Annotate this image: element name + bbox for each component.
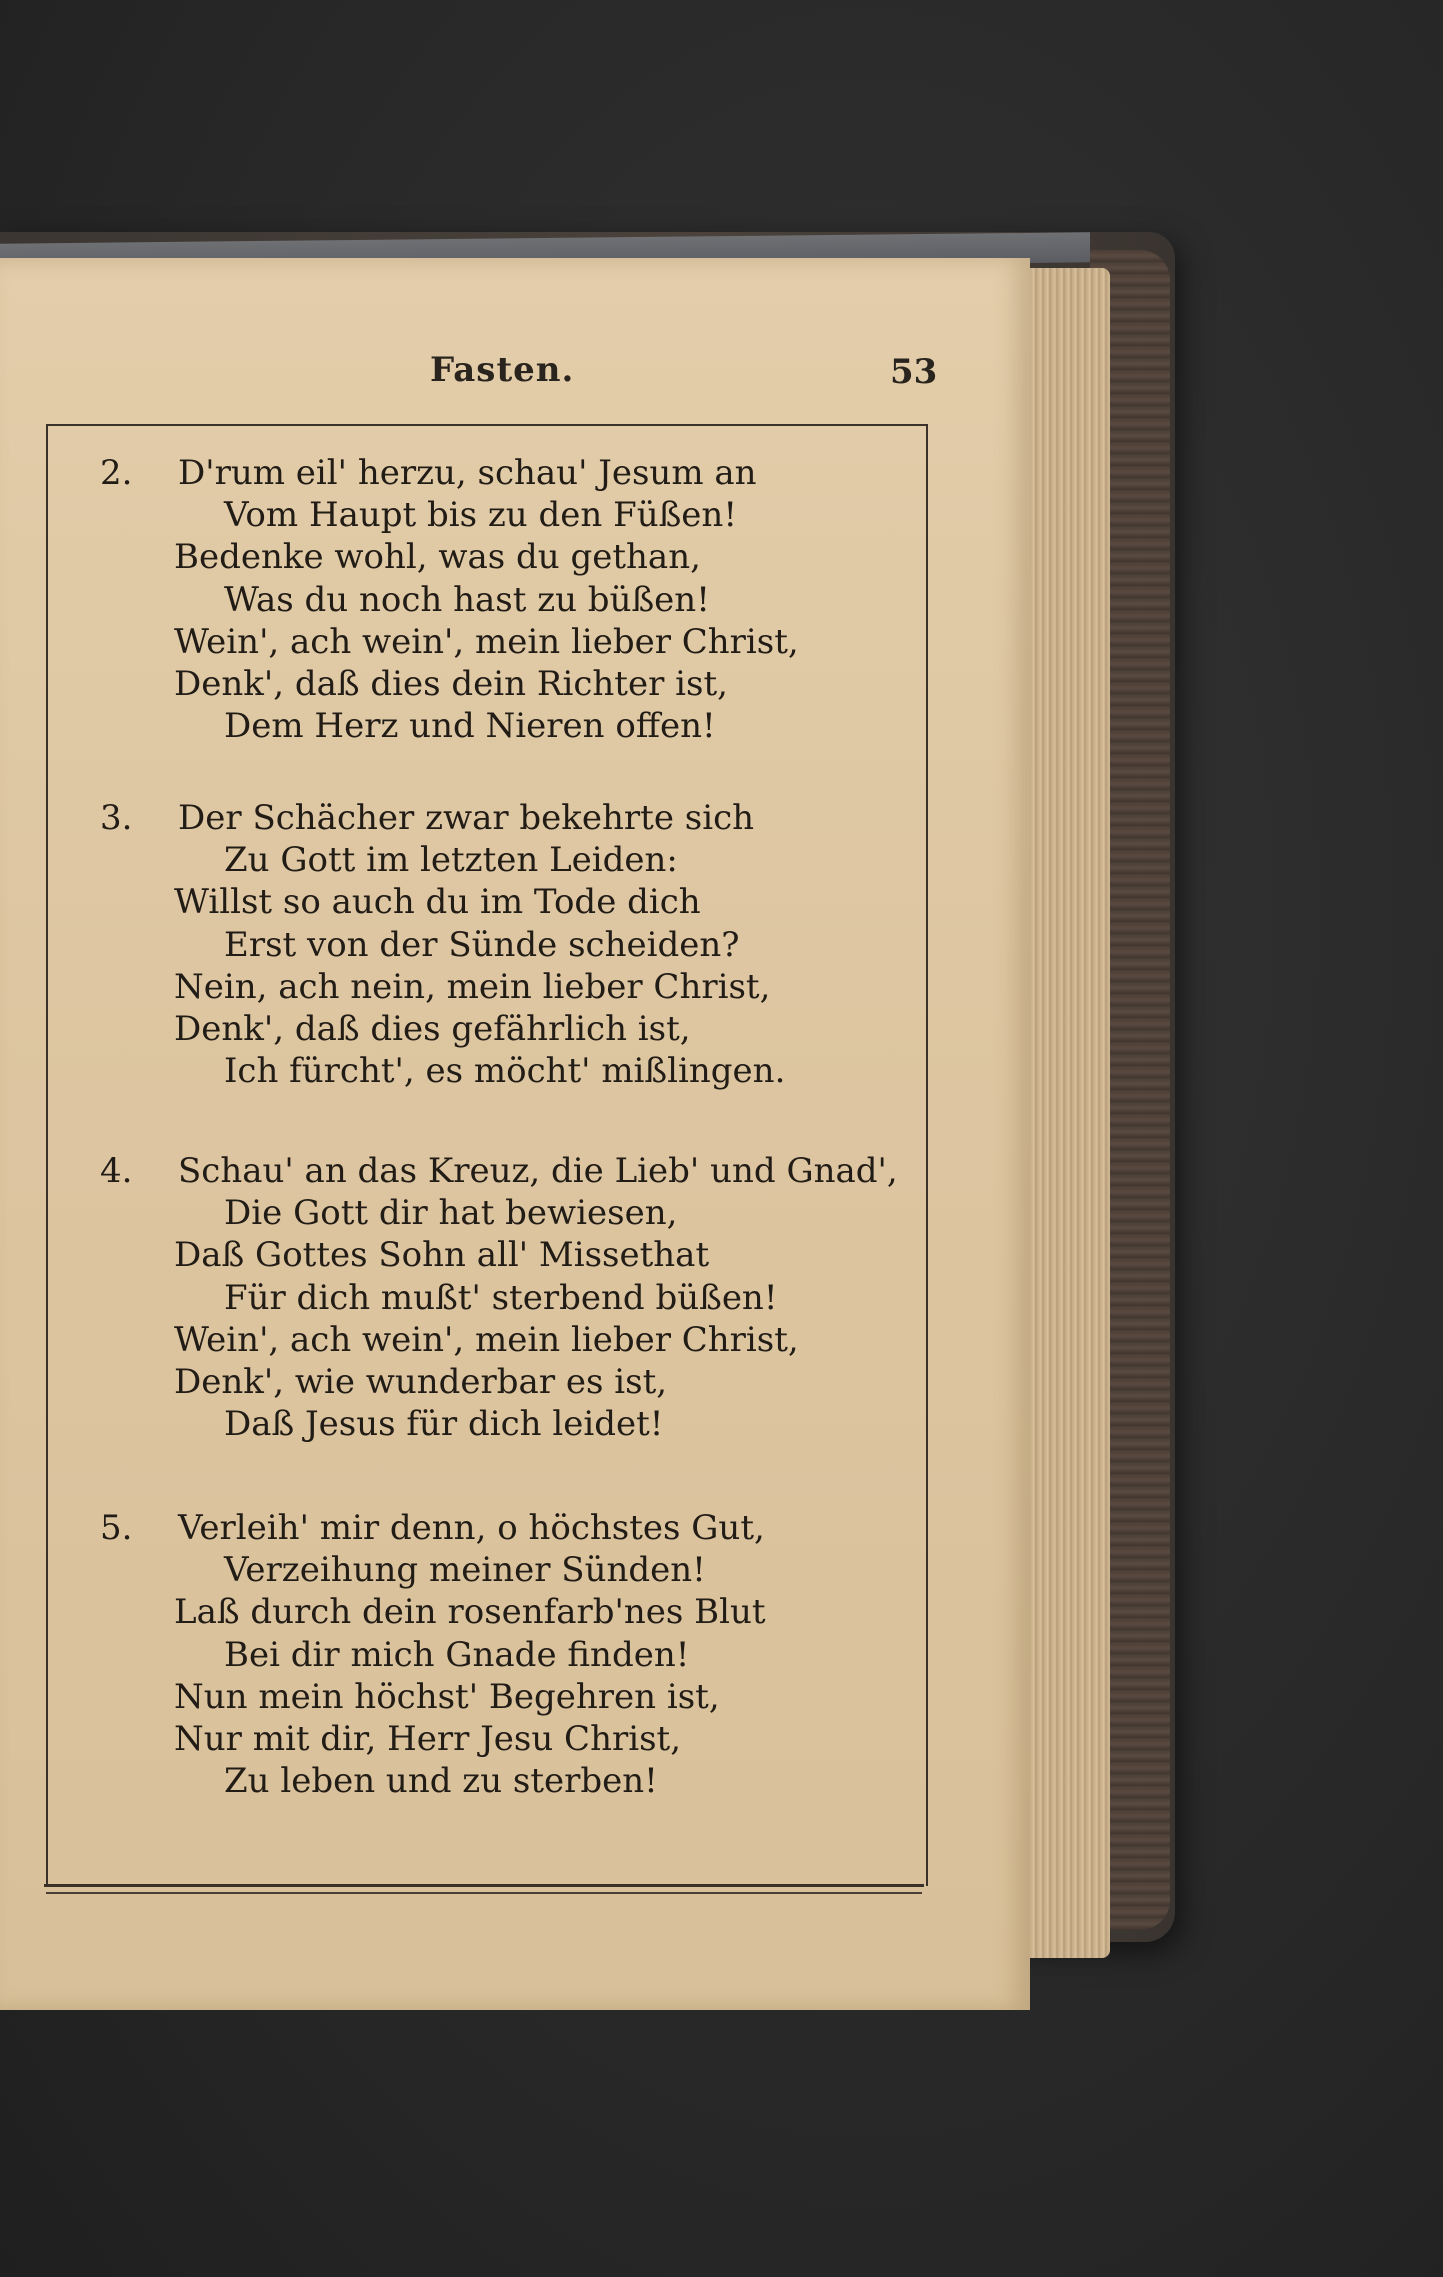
verse-line: Für dich mußt' sterbend büßen! [224,1277,778,1318]
verse-line: Verzeihung meiner Sünden! [224,1550,706,1591]
stanza-number: 2. [100,453,133,493]
verse-line: D'rum eil' herzu, schau' Jesum an [178,453,757,493]
verse-line: Denk', daß dies dein Richter ist, [174,663,728,704]
running-head: Fasten. [430,350,575,390]
verse-line: Bedenke wohl, was du gethan, [174,537,701,578]
verse-line: Nun mein höchst' Begehren ist, [174,1676,720,1717]
frame-rule [44,1884,924,1887]
verse-line: Zu Gott im letzten Leiden: [224,840,678,881]
verse-line: Daß Jesus für dich leidet! [224,1404,664,1445]
verse-line: Denk', wie wunderbar es ist, [174,1361,668,1402]
verse-line: Die Gott dir hat bewiesen, [224,1193,678,1234]
stanza [100,797,920,1092]
stanza [100,1150,920,1445]
stanza-number: 5. [100,1508,133,1548]
verse-line: Zu leben und zu sterben! [224,1761,658,1802]
verse-line: Laß durch dein rosenfarb'nes Blut [174,1592,766,1633]
verse-line: Nur mit dir, Herr Jesu Christ, [174,1718,682,1759]
verse-line: Nein, ach nein, mein lieber Christ, [174,966,771,1007]
verse-line: Ich fürcht', es möcht' mißlingen. [224,1051,786,1092]
stanza-number: 3. [100,798,133,838]
verse-line: Schau' an das Kreuz, die Lieb' und Gnad', [178,1151,898,1191]
verse-line: Der Schächer zwar bekehrte sich [178,798,755,838]
stanza [100,452,920,747]
stanza [100,1507,920,1802]
verse-line: Wein', ach wein', mein lieber Christ, [174,621,799,662]
page-number: 53 [890,352,938,392]
verse-line: Denk', daß dies gefährlich ist, [174,1008,691,1049]
verse-line: Vom Haupt bis zu den Füßen! [224,495,737,536]
verse-line: Willst so auch du im Tode dich [174,882,701,923]
verse-line: Dem Herz und Nieren offen! [224,706,716,747]
stanza-number: 4. [100,1151,133,1191]
frame-rule-double [46,1892,922,1894]
verse-line: Erst von der Sünde scheiden? [224,924,740,965]
verse-line: Daß Gottes Sohn all' Missethat [174,1235,710,1276]
verse-line: Was du noch hast zu büßen! [224,579,710,620]
verse-line: Bei dir mich Gnade finden! [224,1634,690,1675]
verse-line: Wein', ach wein', mein lieber Christ, [174,1319,799,1360]
verse-line: Verleih' mir denn, o höchstes Gut, [178,1508,765,1548]
